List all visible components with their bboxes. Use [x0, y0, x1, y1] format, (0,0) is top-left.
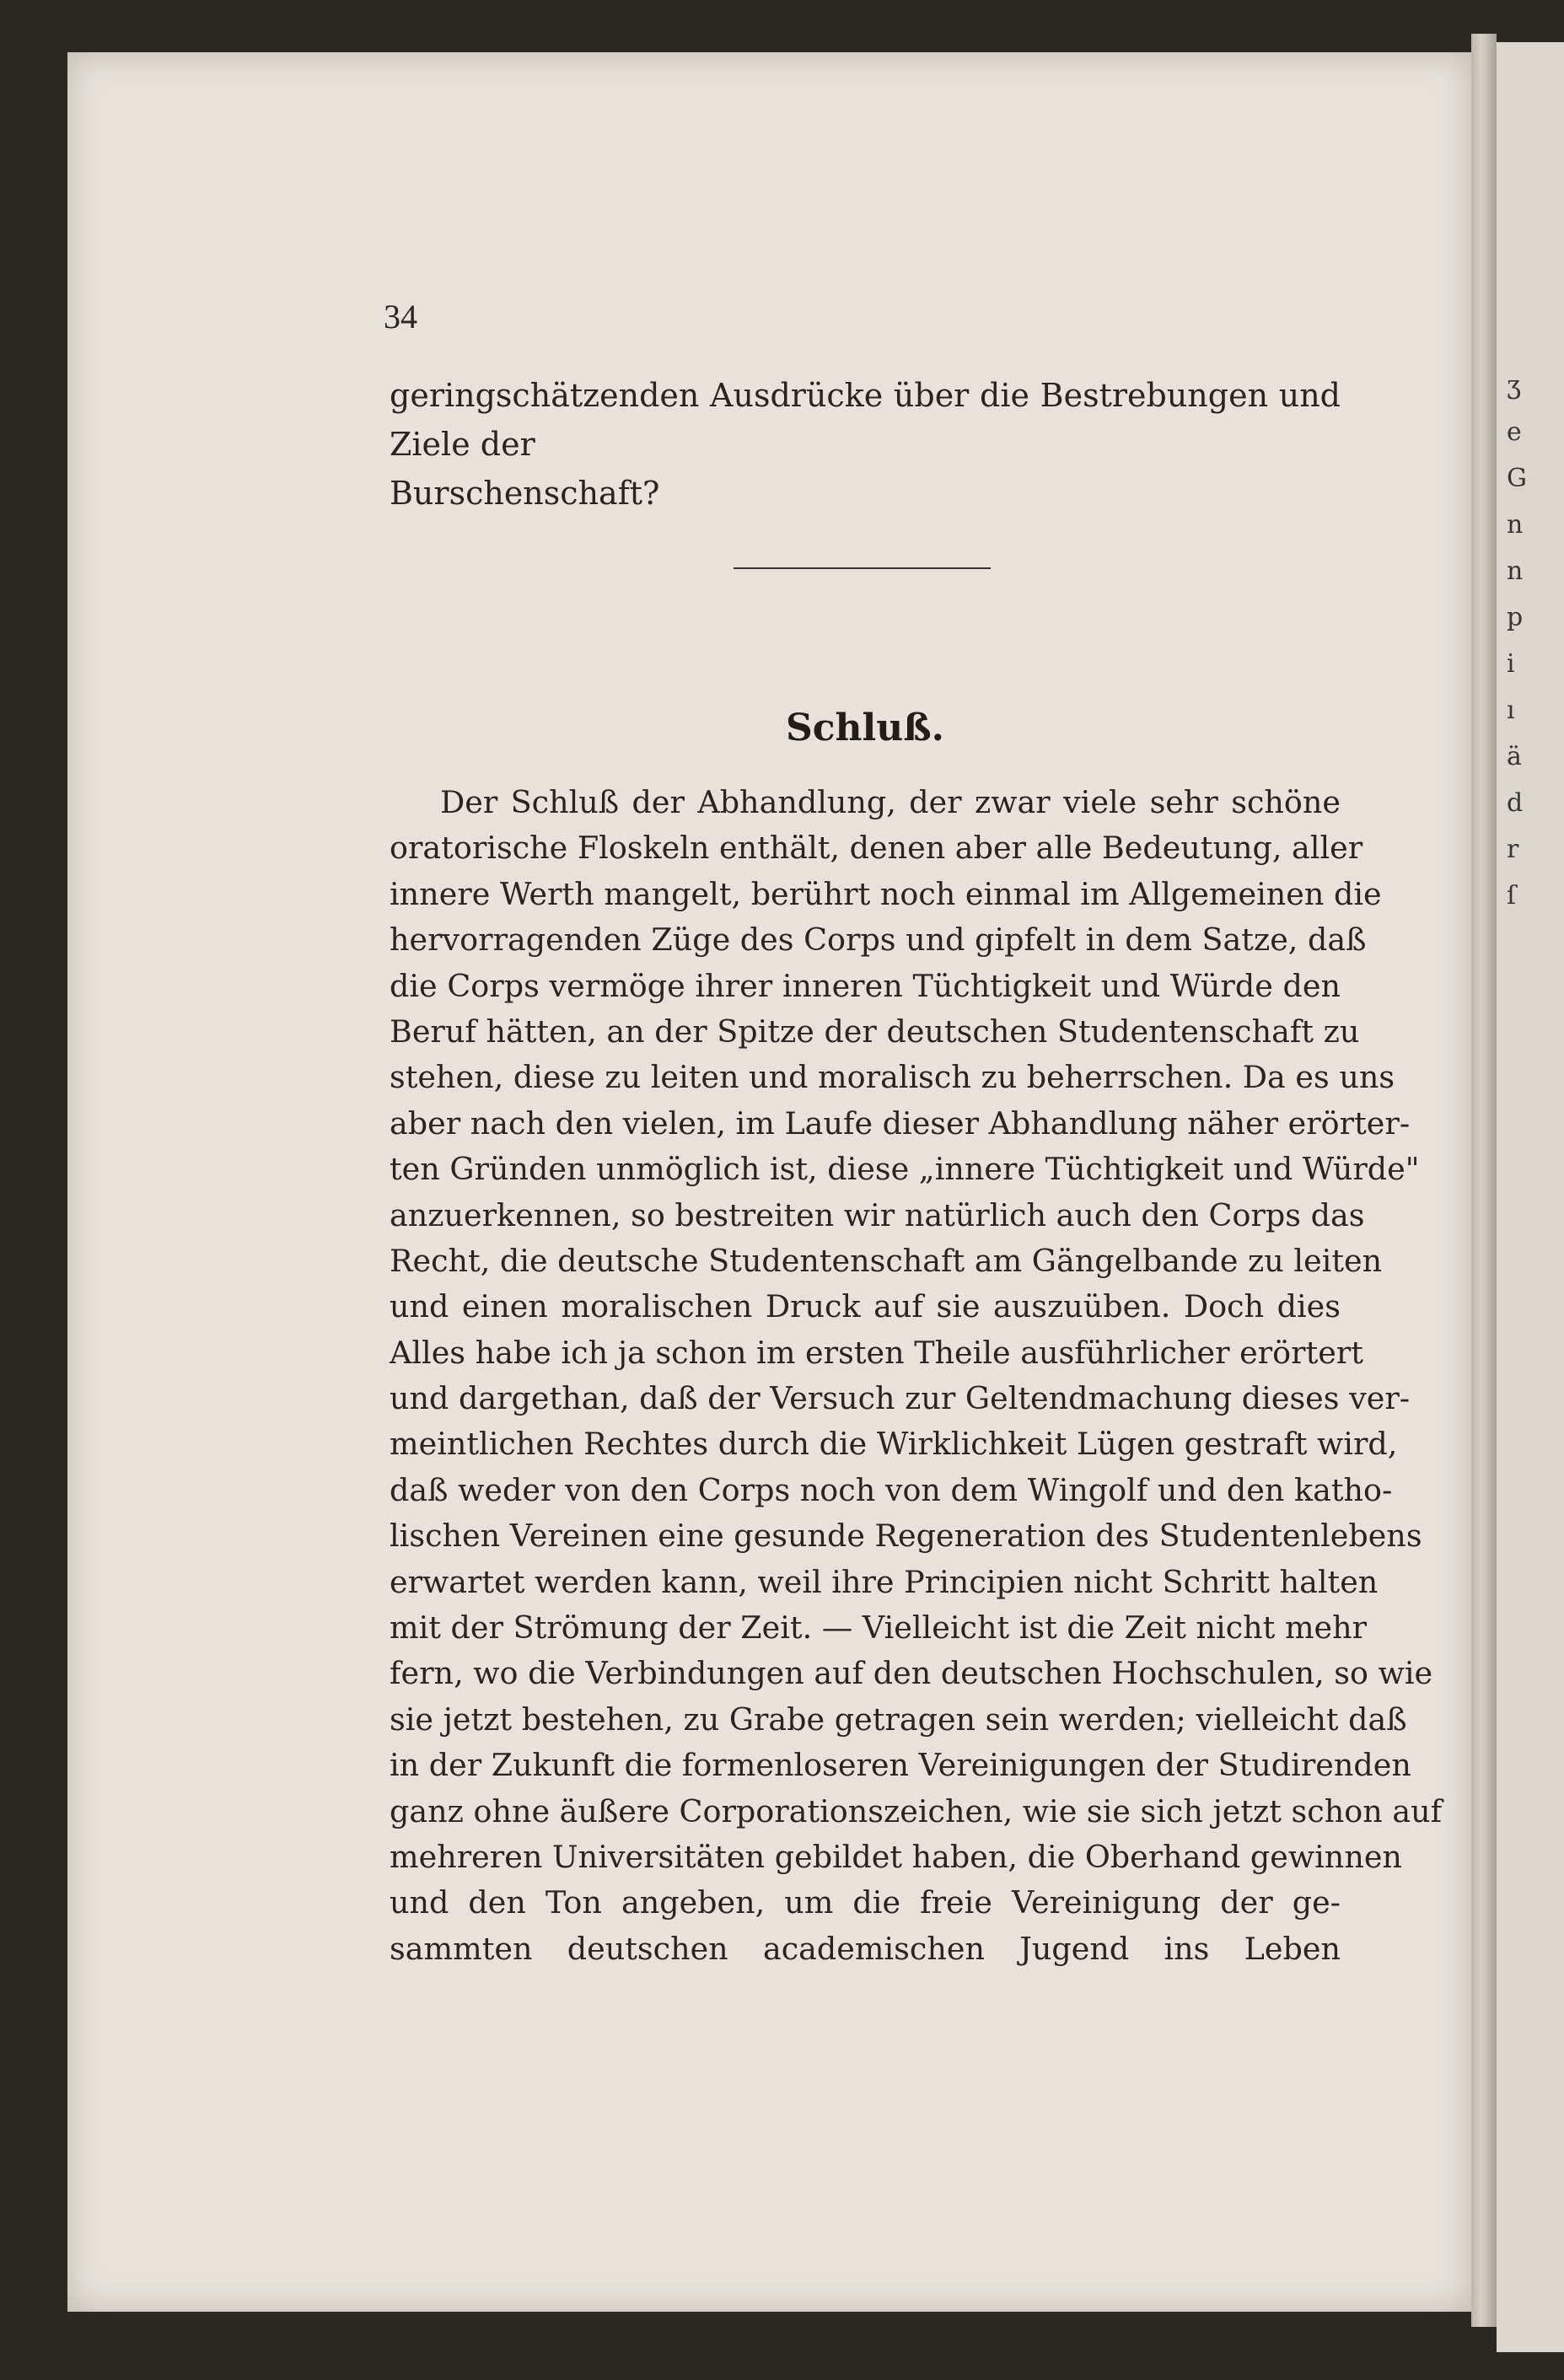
- bleed-char: n: [1507, 510, 1524, 540]
- adjacent-page: [1497, 42, 1564, 2352]
- text-line: die Corps vermöge ihrer inneren Tüchtigkeit und Würde den: [390, 967, 1341, 1004]
- text-line: und dargethan, daß der Versuch zur Geltendmachung dieses ver-: [390, 1380, 1411, 1417]
- bleed-char: ſ: [1507, 881, 1517, 911]
- body-paragraph: [390, 780, 1443, 1972]
- section-divider: [734, 567, 991, 569]
- text-line: hervorragenden Züge des Corps und gipfelt in dem Satze, daß: [390, 921, 1367, 959]
- text-line: und einen moralischen Druck auf sie auszuüben. Doch dies: [390, 1288, 1341, 1325]
- page-number: 34: [384, 298, 417, 336]
- text-line: lischen Vereinen eine gesunde Regeneration des Studentenlebens: [390, 1518, 1422, 1555]
- text-line: sammten deutschen academischen Jugend ins Leben: [390, 1930, 1341, 1967]
- bleed-char: ı: [1507, 696, 1515, 725]
- text-line: Beruf hätten, an der Spitze der deutschen Studentenschaft zu: [390, 1013, 1360, 1050]
- intro-paragraph: [390, 371, 1341, 518]
- text-line: Alles habe ich ja schon im ersten Theile ausführlicher erörtert: [390, 1334, 1363, 1371]
- text-line: meintlichen Rechtes durch die Wirklichkeit Lügen gestraft wird,: [390, 1426, 1398, 1463]
- text-line: Der Schluß der Abhandlung, der zwar viele sehr schöne: [440, 784, 1341, 820]
- bleed-char: G: [1507, 464, 1527, 493]
- bleed-char: p: [1507, 603, 1524, 632]
- bleed-char: r: [1507, 835, 1519, 864]
- text-line: anzuerkennen, so bestreiten wir natürlich auch den Corps das: [390, 1196, 1365, 1233]
- text-line: aber nach den vielen, im Laufe dieser Abhandlung näher erörter-: [390, 1104, 1411, 1142]
- text-line: Recht, die deutsche Studentenschaft am Gängelbande zu leiten: [390, 1242, 1383, 1279]
- text-line: oratorische Floskeln enthält, denen aber alle Bedeutung, aller: [390, 830, 1363, 867]
- adjacent-page-text: [1507, 363, 1557, 919]
- text-line: ten Gründen unmöglich ist, diese „innere Tüchtigkeit und Würde": [390, 1151, 1420, 1188]
- bleed-char: i: [1507, 649, 1515, 679]
- text-line: fern, wo die Verbindungen auf den deutschen Hochschulen, so wie: [390, 1655, 1433, 1692]
- text-line: mehreren Universitäten gebildet haben, die Oberhand gewinnen: [390, 1838, 1402, 1875]
- text-line: in der Zukunft die formenloseren Vereinigungen der Studirenden: [390, 1747, 1411, 1784]
- bleed-char: ä: [1507, 742, 1522, 771]
- intro-line: geringschätzenden Ausdrücke über die Bestrebungen und Ziele der: [390, 377, 1341, 463]
- intro-line: Burschenschaft?: [390, 475, 660, 512]
- text-line: stehen, diese zu leiten und moralisch zu beherrschen. Da es uns: [390, 1059, 1395, 1096]
- text-line: sie jetzt bestehen, zu Grabe getragen sein werden; vielleicht daß: [390, 1700, 1407, 1738]
- text-line: mit der Strömung der Zeit. — Vielleicht ist die Zeit nicht mehr: [390, 1609, 1368, 1647]
- text-line: daß weder von den Corps noch von dem Wingolf und den katho-: [390, 1471, 1393, 1508]
- bleed-char: e: [1507, 417, 1522, 447]
- text-line: ganz ohne äußere Corporationszeichen, wie sie sich jetzt schon auf: [390, 1792, 1443, 1829]
- page-edge: [1471, 34, 1497, 2327]
- text-line: und den Ton angeben, um die freie Vereinigung der ge-: [390, 1884, 1341, 1921]
- text-line: innere Werth mangelt, berührt noch einmal im Allgemeinen die: [390, 875, 1382, 912]
- bleed-char: d: [1507, 788, 1524, 818]
- section-title: Schluß.: [785, 706, 944, 749]
- text-line: erwartet werden kann, weil ihre Principien nicht Schritt halten: [390, 1563, 1379, 1600]
- bleed-char: n: [1507, 556, 1524, 586]
- bleed-char: ʒ: [1507, 371, 1521, 400]
